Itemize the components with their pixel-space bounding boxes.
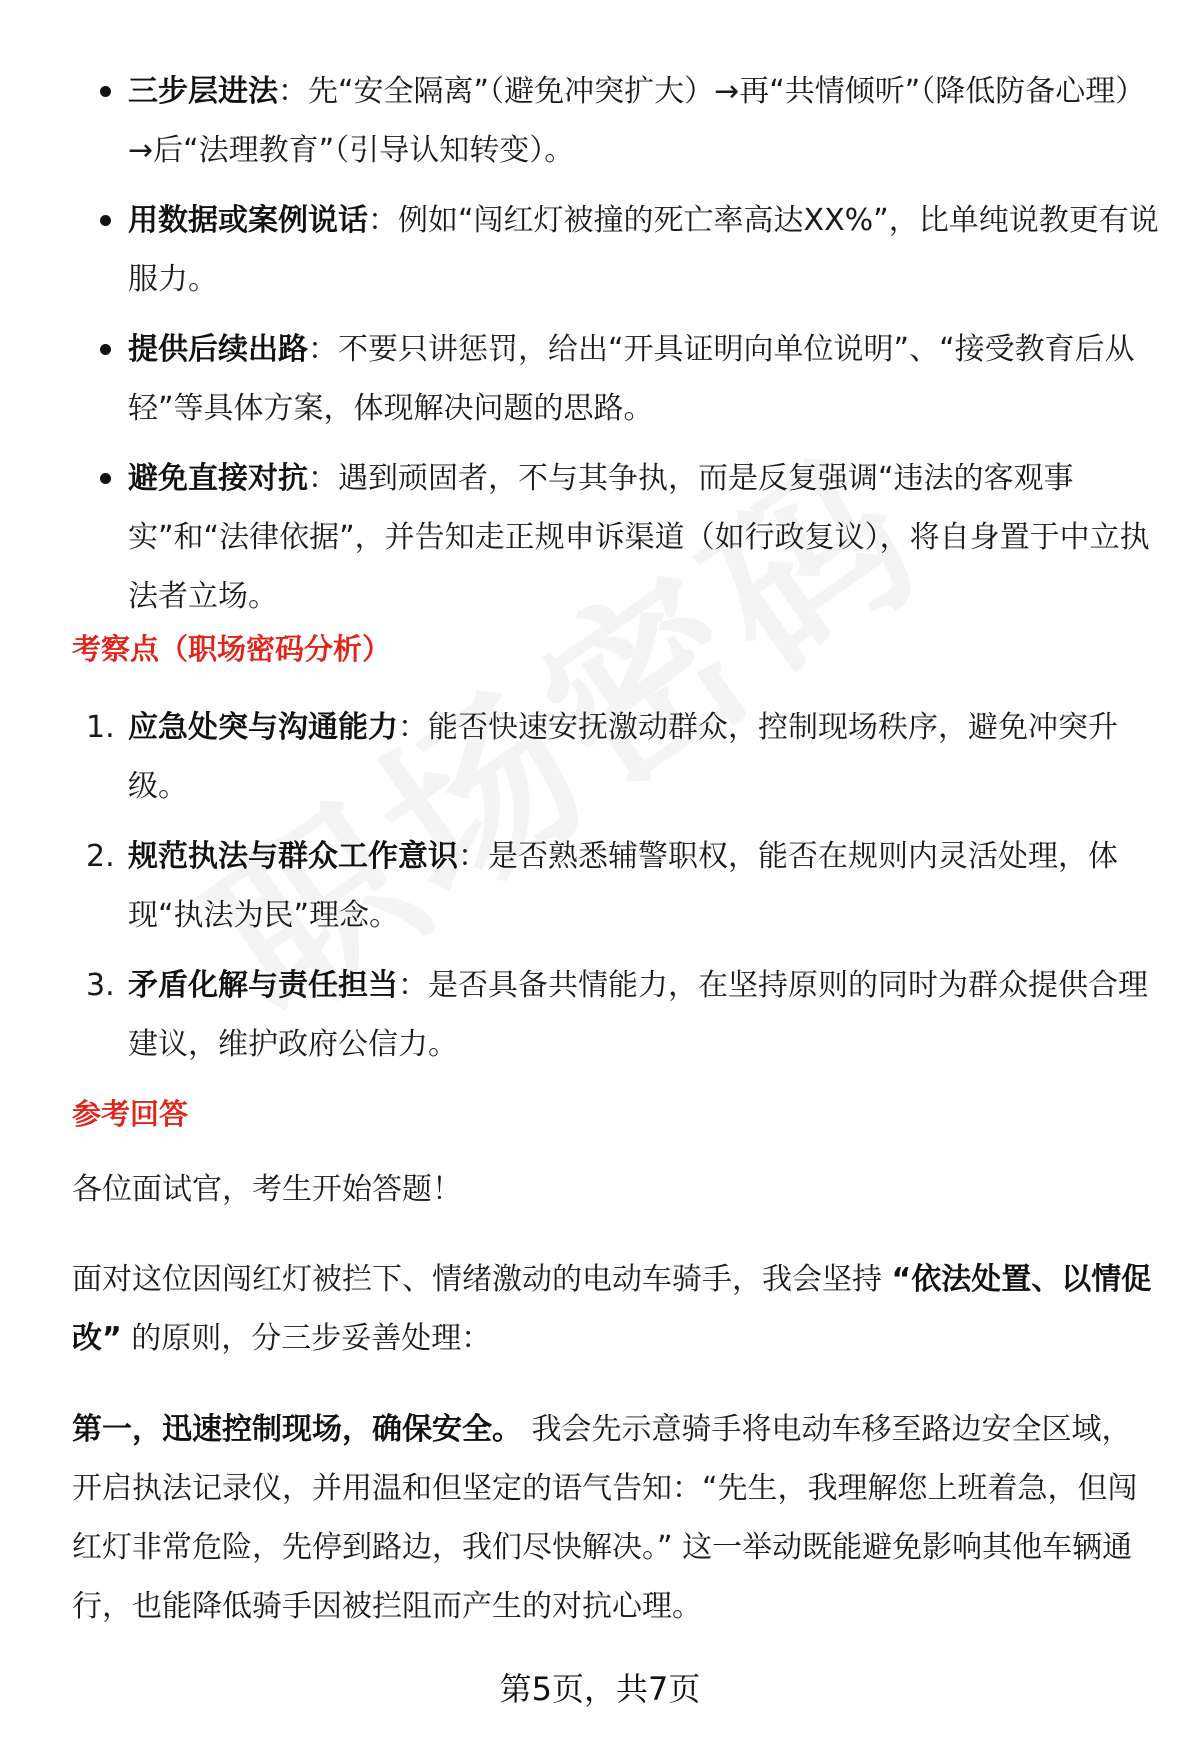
bullet-label: 用数据或案例说话 [128, 203, 368, 238]
numbered-item: 3. 矛盾化解与责任担当：是否具备共情能力，在坚持原则的同时为群众提供合理建议，维护政府公信力。 [0, 956, 1148, 1074]
bullet-label: 避免直接对抗 [128, 461, 308, 496]
item-number: 2. [86, 839, 115, 874]
principle-highlight: “依法处置、以情促改” [72, 1262, 1152, 1356]
item-number: 1. [86, 710, 115, 745]
tips-bullet-list [0, 62, 1200, 637]
numbered-item: 2. 规范执法与群众工作意识：是否熟悉辅警职权，能否在规则内灵活处理，体现“执法为民”理念。 [0, 827, 1148, 945]
answer-greeting: 各位面试官，考生开始答题！ [72, 1172, 462, 1207]
page-footer: 第5页，共7页 [499, 1670, 701, 1708]
item-number: 3. [86, 968, 115, 1003]
bullet-dot-icon [100, 86, 111, 97]
answer-step-one [72, 1400, 1157, 1636]
section-heading-answer: 参考回答 [72, 1097, 189, 1131]
assessment-numbered-list [0, 698, 1200, 1085]
item-text: 是否具备共情能力，在坚持原则的同时为群众提供合理建议，维护政府公信力。 [128, 968, 1148, 1062]
bullet-label: 提供后续出路 [128, 332, 308, 367]
bullet-item: 提供后续出路：不要只讲惩罚，给出“开具证明向单位说明”、“接受教育后从轻”等具体方案，体现解决问题的思路。 [0, 320, 1163, 438]
item-label: 矛盾化解与责任担当 [128, 968, 398, 1003]
bullet-text: 遇到顽固者，不与其争执，而是反复强调“违法的客观事实”和“法律依据”，并告知走正规申诉渠道（如行政复议），将自身置于中立执法者立场。 [128, 461, 1150, 614]
bullet-item: 三步层进法：先“安全隔离”（避免冲突扩大）→再“共情倾听”（降低防备心理）→后“法理教育”（引导认知转变）。 [0, 62, 1163, 180]
item-text: 是否熟悉辅警职权，能否在规则内灵活处理，体现“执法为民”理念。 [128, 839, 1118, 933]
bullet-dot-icon [100, 344, 111, 355]
bullet-text: 例如“闯红灯被撞的死亡率高达XX%”，比单纯说教更有说服力。 [128, 203, 1159, 297]
bullet-text: 不要只讲惩罚，给出“开具证明向单位说明”、“接受教育后从轻”等具体方案，体现解决问题的思路。 [128, 332, 1135, 426]
bullet-dot-icon [100, 473, 111, 484]
step-heading: 第一，迅速控制现场，确保安全。 [72, 1412, 522, 1447]
section-heading-assessment: 考察点（职场密码分析） [72, 632, 392, 666]
step-text: 我会先示意骑手将电动车移至路边安全区域，开启执法记录仪，并用温和但坚定的语气告知：“先生，我理解您上班着急，但闯红灯非常危险，先停到路边，我们尽快解决。” 这一举动既能避免影响其他车辆通行，也能降低骑手因被拦阻而产生的对抗心理。 [72, 1412, 1138, 1624]
item-text: 能否快速安抚激动群众，控制现场秩序，避免冲突升级。 [128, 710, 1118, 804]
bullet-item: 用数据或案例说话：例如“闯红灯被撞的死亡率高达XX%”，比单纯说教更有说服力。 [0, 191, 1163, 309]
bullet-item: 避免直接对抗：遇到顽固者，不与其争执，而是反复强调“违法的客观事实”和“法律依据”，并告知走正规申诉渠道（如行政复议），将自身置于中立执法者立场。 [0, 449, 1163, 626]
answer-intro: 面对这位因闯红灯被拦下、情绪激动的电动车骑手，我会坚持 “依法处置、以情促改” 的原则，分三步妥善处理： [72, 1262, 1152, 1356]
item-label: 规范执法与群众工作意识 [128, 839, 458, 874]
item-label: 应急处突与沟通能力 [128, 710, 398, 745]
bullet-dot-icon [100, 215, 111, 226]
bullet-text: 先“安全隔离”（避免冲突扩大）→再“共情倾听”（降低防备心理）→后“法理教育”（引导认知转变）。 [128, 74, 1146, 168]
numbered-item: 1. 应急处突与沟通能力：能否快速安抚激动群众，控制现场秩序，避免冲突升级。 [0, 698, 1148, 816]
bullet-label: 三步层进法 [128, 74, 278, 109]
